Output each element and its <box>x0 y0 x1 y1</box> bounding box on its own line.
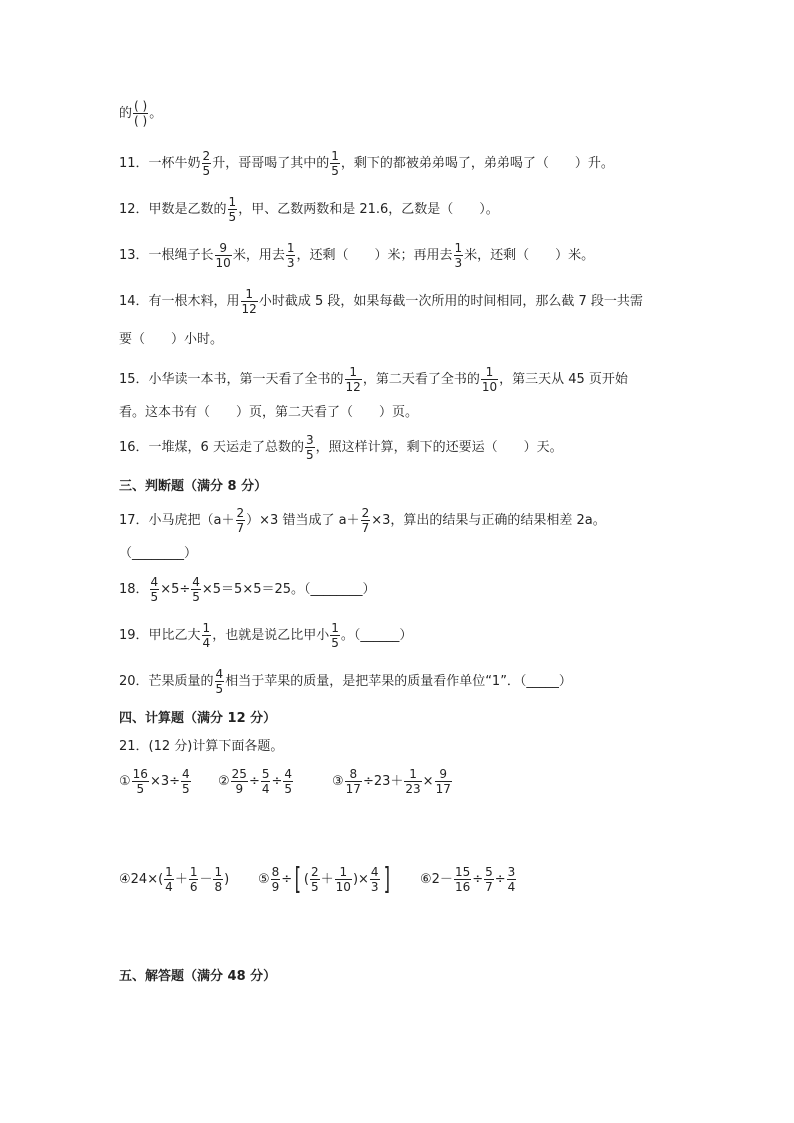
text-segment: ，也就是说乙比甲小 <box>212 628 330 643</box>
fraction <box>481 366 498 393</box>
text-segment: ④ <box>119 872 131 887</box>
text-segment: 5 <box>331 636 339 650</box>
text-segment: ）×3 错当成了 a＋ <box>246 513 360 528</box>
text-segment: 5 <box>182 782 190 796</box>
text-segment: 要（ ）小时。 <box>119 332 224 347</box>
fraction <box>202 622 212 649</box>
fraction <box>150 576 160 603</box>
text-segment: ③ <box>332 774 344 789</box>
text-segment: 4 <box>150 575 159 589</box>
text-segment: ÷ <box>271 774 283 789</box>
fraction <box>335 866 352 893</box>
text-segment: 1 <box>454 241 463 255</box>
text-segment: 米，还剩（ ）米。 <box>464 248 595 263</box>
text-segment: 5 <box>150 590 159 604</box>
question-19 <box>119 622 412 649</box>
fraction <box>361 507 371 534</box>
text-segment: 2 <box>202 149 211 163</box>
text-segment: 10 <box>335 880 351 894</box>
text-segment: 5 <box>331 164 339 178</box>
text-segment: 12 <box>345 380 361 394</box>
text-segment: ( <box>303 872 309 887</box>
text-segment: 17 <box>435 782 451 796</box>
text-segment: × <box>422 774 434 789</box>
section-5-heading: 五、解答题（满分 48 分） <box>119 969 277 984</box>
question-15 <box>119 366 628 393</box>
text-segment: ，还剩（ ）米；再用去 <box>296 248 453 263</box>
text-segment: ×5÷ <box>160 582 191 597</box>
text-segment: 4 <box>261 782 270 796</box>
text-segment: 1 <box>331 149 339 163</box>
text-segment: 1 <box>485 365 494 379</box>
question-13 <box>119 242 594 269</box>
text-segment: 1 <box>189 865 198 879</box>
text-segment: ，第三天从 45 页开始 <box>499 372 628 387</box>
fraction <box>228 196 238 223</box>
fraction <box>241 288 258 315</box>
text-segment: ① <box>119 774 131 789</box>
text-segment: 1 <box>228 195 237 209</box>
text-segment: 8 <box>271 865 280 879</box>
fraction <box>454 866 471 893</box>
text: 的 <box>119 106 133 121</box>
text-segment: ÷ <box>472 872 484 887</box>
text-segment: 3 <box>454 256 463 270</box>
text-segment: 1 <box>202 621 211 635</box>
text-segment: 相当于苹果的质量，是把苹果的质量看作单位“1”．（_____） <box>225 674 572 689</box>
text-segment: 14．有一根木料，用 <box>119 294 240 309</box>
text-segment: 5 <box>261 767 270 781</box>
text-segment: 10 <box>215 256 231 270</box>
text-segment: 5 <box>215 682 224 696</box>
text-segment: 4 <box>182 767 190 781</box>
text-segment: ＋ <box>174 872 188 887</box>
fraction <box>286 242 296 269</box>
text-segment: 24×( <box>130 872 164 887</box>
text-segment: 4 <box>202 636 211 650</box>
text-segment: ÷ <box>281 872 293 887</box>
fraction <box>191 576 201 603</box>
question-11 <box>119 150 614 177</box>
question-21: 21．(12 分)计算下面各题。 <box>119 739 284 754</box>
text-segment: ⑥ <box>420 872 432 887</box>
text-segment: 5 <box>284 782 293 796</box>
question-14-cont <box>119 331 223 349</box>
text-segment: 9 <box>439 767 448 781</box>
text-segment: ② <box>218 774 230 789</box>
text-segment: 18． <box>119 582 149 597</box>
text-segment: 9 <box>235 782 244 796</box>
question-20 <box>119 668 572 695</box>
calc-3 <box>332 768 453 795</box>
text-segment: 看。这本书有（ ）页，第二天看了（ ）页。 <box>119 405 419 420</box>
question-15-cont <box>119 404 418 422</box>
text-segment: 3 <box>507 865 516 879</box>
text-segment: 9 <box>219 241 227 255</box>
text-segment: 2 <box>311 865 319 879</box>
fraction <box>345 768 362 795</box>
text-segment: 3 <box>286 256 295 270</box>
text-segment: 4 <box>370 865 379 879</box>
calc-1 <box>119 768 192 795</box>
fraction <box>271 866 281 893</box>
fraction <box>181 768 191 795</box>
text-segment: 16 <box>454 880 471 894</box>
text-segment: ×3÷ <box>149 774 180 789</box>
text-segment: )× <box>352 872 369 887</box>
text-segment: 小时截成 5 段，如果每截一次所用的时间相同，那么截 7 段一共需 <box>258 294 643 309</box>
text-segment: 4 <box>215 667 224 681</box>
section-4-heading: 四、计算题（满分 12 分） <box>119 711 277 726</box>
text-segment: 5 <box>202 164 211 178</box>
text-segment: 7 <box>361 521 370 535</box>
text-segment: 17．小马虎把（a＋ <box>119 513 235 528</box>
text-segment: 8 <box>349 767 358 781</box>
question-18 <box>119 576 376 603</box>
text-segment: 5 <box>228 210 237 224</box>
fraction <box>435 768 452 795</box>
text-segment: ，照这样计算，剩下的还要运（ ）天。 <box>315 440 563 455</box>
text-segment: 8 <box>214 880 223 894</box>
answer-blank-17[interactable]: （________） <box>119 546 198 561</box>
text-segment: 1 <box>331 621 339 635</box>
text-segment: ) <box>224 872 230 887</box>
text-segment: 1 <box>165 865 173 879</box>
text-segment: 16．一堆煤，6 天运走了总数的 <box>119 440 304 455</box>
text-segment: 13．一根绳子长 <box>119 248 214 263</box>
fraction <box>164 866 174 893</box>
text-segment: 4 <box>165 880 173 894</box>
question-14 <box>119 288 643 315</box>
text-segment: 2－ <box>431 872 453 887</box>
text-segment: ( ) <box>134 99 148 113</box>
text-segment: 23 <box>405 782 421 796</box>
text-segment: 16 <box>132 767 148 781</box>
text-segment: 3 <box>305 433 314 447</box>
text-segment: 4 <box>284 767 293 781</box>
text-segment: 5 <box>311 880 319 894</box>
text-segment: 11．一杯牛奶 <box>119 156 201 171</box>
fraction <box>330 150 340 177</box>
fraction <box>404 768 421 795</box>
text-segment: ⑤ <box>258 872 270 887</box>
question-17 <box>119 507 606 534</box>
text-segment: 米，用去 <box>232 248 285 263</box>
text-segment: ÷ <box>248 774 260 789</box>
fraction <box>213 866 223 893</box>
text-segment: 17 <box>345 782 361 796</box>
fraction <box>133 100 148 127</box>
text-segment: 5 <box>305 448 314 462</box>
text-segment: 12．甲数是乙数的 <box>119 202 227 217</box>
fraction <box>330 622 340 649</box>
text-segment: 1 <box>245 287 253 301</box>
text-segment: 12 <box>241 302 257 316</box>
fraction <box>189 866 199 893</box>
calc-6 <box>420 866 517 893</box>
text-segment: ÷23＋ <box>362 774 404 789</box>
text-segment: 4 <box>192 575 200 589</box>
fraction <box>345 366 362 393</box>
fraction <box>507 866 517 893</box>
text-segment: 15．小华读一本书，第一天看了全书的 <box>119 372 344 387</box>
text-segment: 2 <box>236 506 245 520</box>
fraction <box>202 150 212 177</box>
text-segment: 10 <box>481 380 498 394</box>
fraction <box>132 768 149 795</box>
calc-4 <box>119 866 229 893</box>
text-segment: 1 <box>286 241 295 255</box>
fraction <box>370 866 380 893</box>
text-segment: ×5＝5×5＝25。（________） <box>201 582 376 597</box>
text-segment: ，第二天看了全书的 <box>362 372 480 387</box>
text-segment: 。（______） <box>340 628 413 643</box>
section-3-heading: 三、判断题（满分 8 分） <box>119 479 268 494</box>
text: 。 <box>149 106 163 121</box>
fraction <box>215 242 232 269</box>
text-segment: 5 <box>192 590 200 604</box>
text-segment: 5 <box>136 782 145 796</box>
fraction <box>454 242 464 269</box>
text-segment: 4 <box>507 880 516 894</box>
text-segment: ] <box>383 861 390 897</box>
text-segment: － <box>199 872 213 887</box>
fraction <box>231 768 248 795</box>
text-segment: 1 <box>214 865 223 879</box>
text-segment: 1 <box>409 767 417 781</box>
fraction <box>484 866 494 893</box>
fraction <box>215 668 225 695</box>
text-segment: 5 <box>485 865 493 879</box>
fraction <box>283 768 293 795</box>
q10-tail <box>119 100 162 127</box>
question-16 <box>119 434 563 461</box>
text-segment: ×3，算出的结果与正确的结果相差 2a。 <box>371 513 606 528</box>
text-segment: ÷ <box>494 872 506 887</box>
calc-2 <box>218 768 294 795</box>
text-segment: ＋ <box>320 872 334 887</box>
text-segment: 25 <box>231 767 247 781</box>
text-segment: ，剩下的都被弟弟喝了，弟弟喝了（ ）升。 <box>340 156 614 171</box>
fraction <box>261 768 271 795</box>
text-segment: ，甲、乙数两数和是 21.6，乙数是（ ）。 <box>238 202 499 217</box>
text-segment: 7 <box>485 880 493 894</box>
text-segment: 1 <box>349 365 357 379</box>
text-segment: 20．芒果质量的 <box>119 674 214 689</box>
text-segment: 6 <box>189 880 198 894</box>
text-segment: 15 <box>454 865 471 879</box>
text-segment: 升，哥哥喝了其中的 <box>212 156 330 171</box>
text-segment: 19．甲比乙大 <box>119 628 201 643</box>
text-segment: 7 <box>236 521 245 535</box>
text-segment: 2 <box>361 506 370 520</box>
text-segment: 3 <box>370 880 379 894</box>
fraction <box>236 507 246 534</box>
text-segment: ( ) <box>134 114 148 128</box>
text-segment: [ <box>294 861 302 897</box>
text-segment: 1 <box>339 865 348 879</box>
calc-5 <box>258 861 392 897</box>
question-12 <box>119 196 499 223</box>
fraction <box>310 866 320 893</box>
fraction <box>305 434 315 461</box>
text-segment: 9 <box>271 880 280 894</box>
